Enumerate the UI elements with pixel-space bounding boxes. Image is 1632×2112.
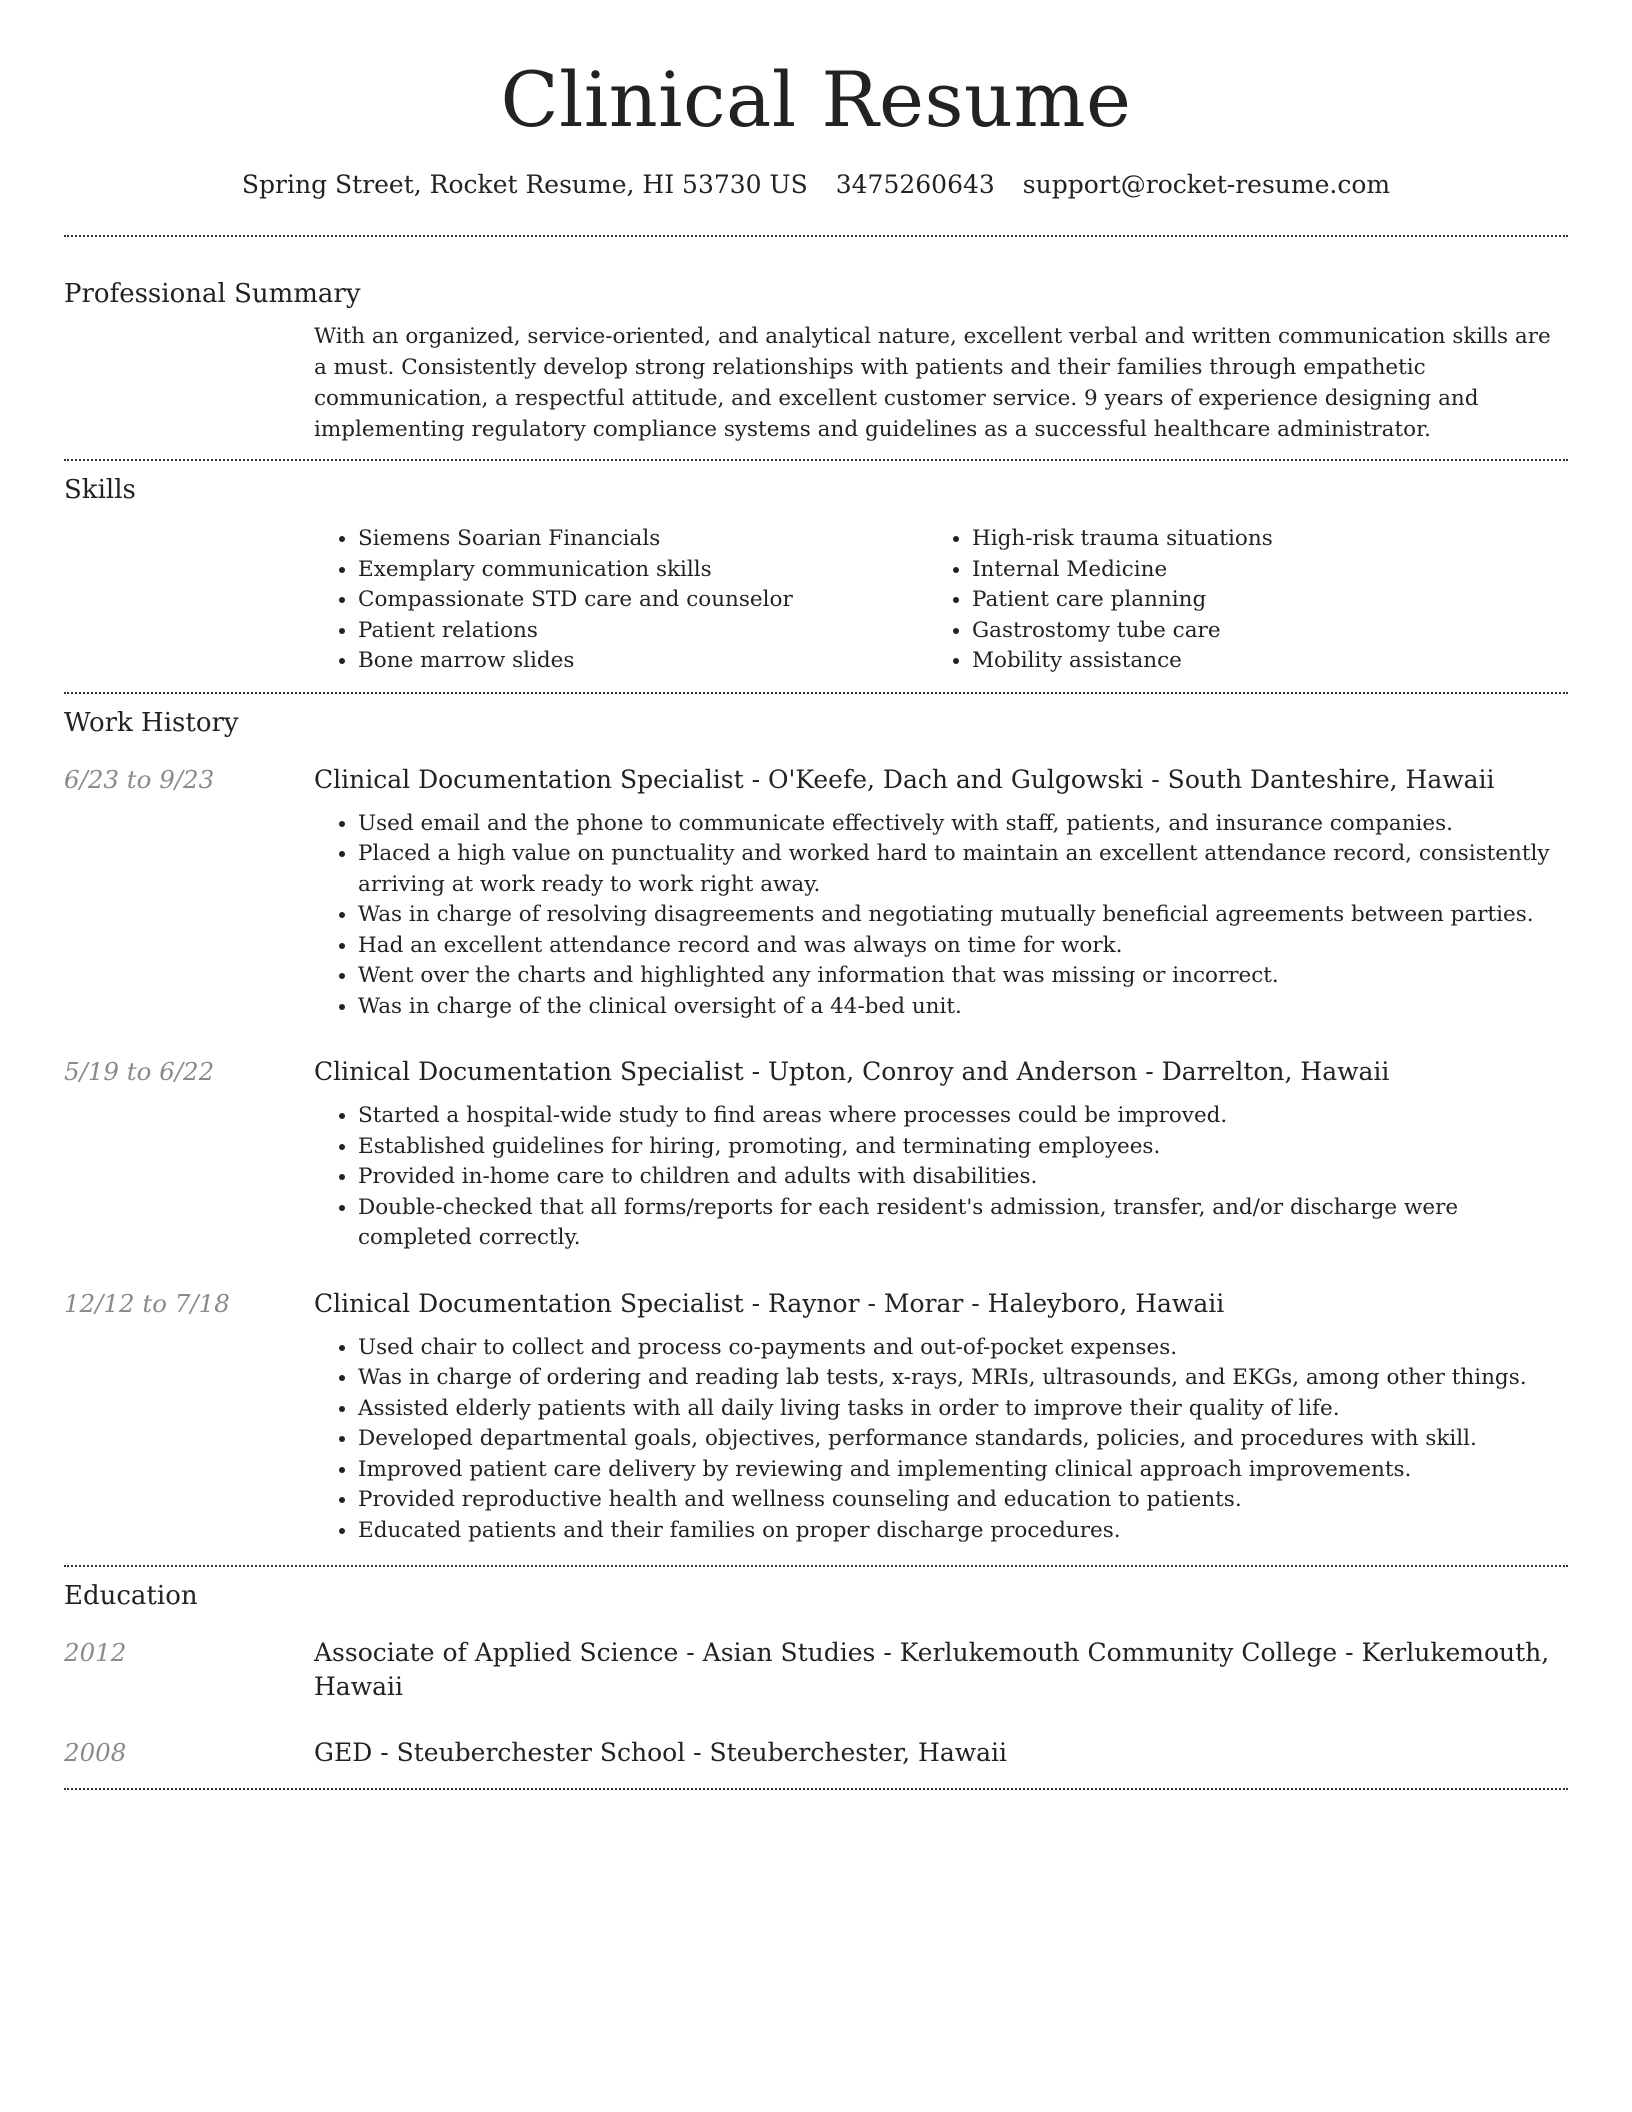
section-title-education: Education [64,1581,198,1611]
education-degree: Associate of Applied Science - Asian Studies - Kerlukemouth Community College - Kerlukemouth, Hawaii [314,1638,1550,1701]
work-bullet: • Went over the charts and highlighted any information that was missing or incorrect. [358,961,1568,992]
skill-item: • Mobility assistance [972,646,1542,677]
work-entry [64,1055,1568,1254]
work-bullet: • Was in charge of the clinical oversight of a 44-bed unit. [358,992,1568,1023]
divider [64,235,1568,237]
skill-item: • Exemplary communication skills [358,555,928,586]
skill-item: • Compassionate STD care and counselor [358,585,928,616]
contact-email: support@rocket-resume.com [1022,170,1391,199]
work-entry-body [314,763,1568,1023]
contact-phone: 3475260643 [835,170,995,199]
education-entry-body [314,1736,1568,1770]
work-date: 6/23 to 9/23 [64,764,215,794]
work-bullet: • Was in charge of resolving disagreements and negotiating mutually beneficial agreements between parties. [358,900,1568,931]
skill-item: • Gastrostomy tube care [972,616,1542,647]
divider [64,692,1568,694]
work-role: Clinical Documentation Specialist - Upton, Conroy and Anderson - Darrelton, Hawaii [314,1057,1390,1086]
work-bullet: • Educated patients and their families on proper discharge procedures. [358,1516,1568,1547]
work-bullet: • Placed a high value on punctuality and worked hard to maintain an excellent attendance record, consistently arriving at work ready to work right away. [358,839,1568,900]
work-bullet: • Established guidelines for hiring, promoting, and terminating employees. [358,1132,1568,1163]
divider [64,459,1568,461]
divider [64,1788,1568,1790]
work-bullet: • Provided reproductive health and wellness counseling and education to patients. [358,1485,1568,1516]
work-bullets [314,1333,1568,1547]
work-bullet: • Was in charge of ordering and reading lab tests, x-rays, MRIs, ultrasounds, and EKGs, among other things. [358,1363,1568,1394]
skills-list [314,524,1568,677]
skill-item: • Siemens Soarian Financials [358,524,928,555]
work-role: Clinical Documentation Specialist - O'Keefe, Dach and Gulgowski - South Danteshire, Hawaii [314,764,1495,794]
resume-title: Clinical Resume [500,55,1132,144]
work-bullet: • Had an excellent attendance record and was always on time for work. [358,931,1568,962]
work-entry [64,763,1568,1023]
education-entry [64,1736,1568,1770]
divider [64,1565,1568,1567]
work-bullet: • Used chair to collect and process co-payments and out-of-pocket expenses. [358,1333,1568,1364]
contact-line [64,168,1568,202]
work-bullets [314,809,1568,1023]
work-bullet: • Double-checked that all forms/reports for each resident's admission, transfer, and/or discharge were completed correctly. [358,1193,1568,1254]
skill-item: • Patient relations [358,616,928,647]
skill-item: • Patient care planning [972,585,1542,616]
section-title-summary: Professional Summary [64,279,361,309]
work-bullets [314,1101,1568,1254]
contact-address: Spring Street, Rocket Resume, HI 53730 US [241,170,808,199]
education-date: 2012 [64,1638,127,1667]
work-role: Clinical Documentation Specialist - Raynor - Morar - Haleyboro, Hawaii [314,1288,1225,1318]
skill-item: • Internal Medicine [972,555,1542,586]
section-title-work-history: Work History [64,707,239,738]
skill-item: • High-risk trauma situations [972,524,1542,555]
education-date: 2008 [64,1738,127,1767]
work-entry-body [314,1055,1568,1254]
work-bullet: • Provided in-home care to children and adults with disabilities. [358,1162,1568,1193]
work-bullet: • Started a hospital-wide study to find areas where processes could be improved. [358,1101,1568,1132]
work-bullet: • Used email and the phone to communicate effectively with staff, patients, and insurance companies. [358,809,1568,840]
skills-column-right [928,524,1542,677]
section-title-skills: Skills [64,475,136,505]
work-date: 12/12 to 7/18 [64,1288,230,1318]
work-bullet: • Assisted elderly patients with all daily living tasks in order to improve their quality of life. [358,1394,1568,1425]
work-entry-body [314,1287,1568,1547]
education-entry-body [314,1636,1568,1704]
work-entry [64,1287,1568,1547]
skill-item: • Bone marrow slides [358,646,928,677]
work-bullet: • Improved patient care delivery by reviewing and implementing clinical approach improvements. [358,1455,1568,1486]
summary-text: With an organized, service-oriented, and analytical nature, excellent verbal and written communication skills are a must. Consistently develop strong relationships with patients and their families through empathetic communication, a respectful attitude, and excellent customer service. 9 years of experience designing and implementing regulatory compliance systems and guidelines as a successful healthcare administrator. [314,324,1551,442]
work-date: 5/19 to 6/22 [64,1057,215,1086]
skills-column-left [314,524,928,677]
work-bullet: • Developed departmental goals, objectives, performance standards, policies, and procedures with skill. [358,1424,1568,1455]
education-entry [64,1636,1568,1704]
education-degree: GED - Steuberchester School - Steuberchester, Hawaii [314,1738,1008,1767]
